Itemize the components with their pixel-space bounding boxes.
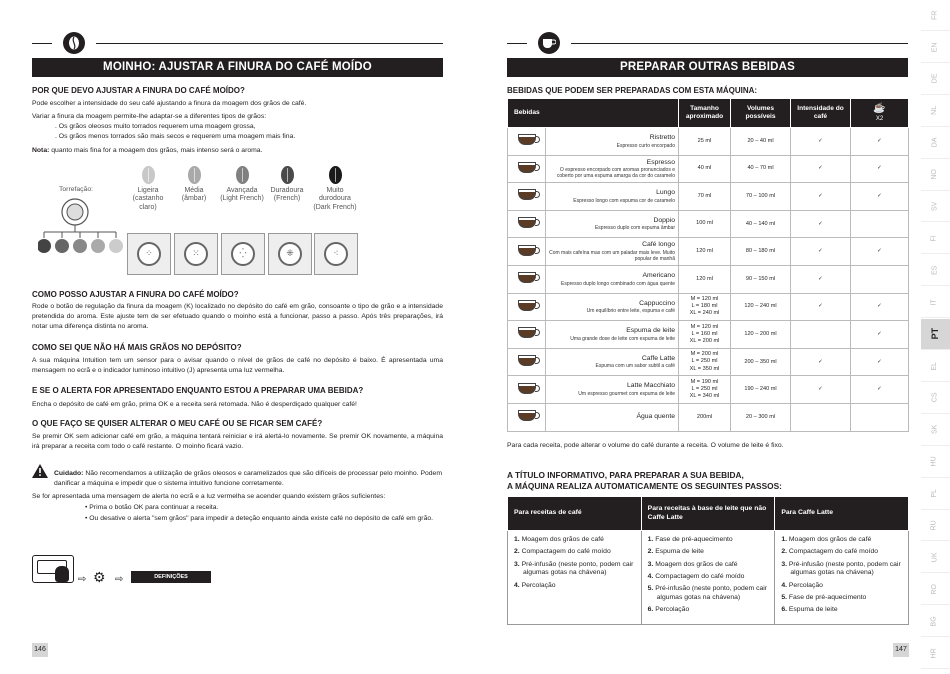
drink-row	[508, 238, 909, 266]
steps-heading-1: A TÍTULO INFORMATIVO, PARA PREPARAR A SUA BEBIDA,	[507, 470, 744, 480]
dark-bean-icon	[281, 166, 294, 184]
torrefacao-label: Torrefação:	[59, 186, 94, 193]
step-item: 5. Pré-infusão (neste ponto, podem cair algumas gotas na chávena)	[647, 585, 768, 602]
steps-latte-cell	[775, 531, 909, 625]
drink-x2: ✓	[851, 376, 909, 404]
steps-milk-cell	[641, 531, 775, 625]
step-item: 4. Percolação	[781, 581, 823, 589]
drink-intensity: ✓	[791, 183, 851, 211]
drink-name-cell	[546, 293, 679, 321]
alert-bullet1: • Prima o botão OK para continuar a receita.	[85, 504, 219, 511]
drink-row	[508, 348, 909, 376]
coffee-cup-icon	[508, 293, 546, 321]
language-tab-ru[interactable]: RU	[921, 510, 950, 541]
coffee-cup-icon	[508, 155, 546, 183]
drink-desc: Um equilíbrio entre leite, espuma e café	[586, 308, 675, 315]
drink-row	[508, 128, 909, 156]
drink-size: M = 120 ml L = 160 ml XL = 200 ml	[679, 321, 731, 349]
alert-p: Se for apresentada uma mensagem de alerta no ecrã e a luz vermelha se acender quando existem grãos suficientes:	[32, 493, 386, 500]
drink-name: Água quente	[636, 412, 675, 420]
drink-volumes: 80 – 180 ml	[731, 238, 791, 266]
language-tab-bg[interactable]: BG	[921, 606, 950, 637]
page-title: PREPARAR OUTRAS BEBIDAS	[507, 58, 908, 77]
drink-name: Doppio	[653, 216, 675, 224]
section1-p2: Variar a finura da moagem permite-lhe adaptar-se a diferentes tipos de grãos:	[32, 113, 267, 120]
steps-col-latte: Para Caffe Latte	[775, 497, 909, 531]
language-tab-no[interactable]: NO	[921, 160, 950, 191]
drink-name-cell	[546, 183, 679, 211]
drink-volumes: 90 – 150 ml	[731, 265, 791, 293]
drink-size: M = 190 ml L = 250 ml XL = 340 ml	[679, 376, 731, 404]
page-number-right: 147	[893, 643, 909, 657]
drink-intensity: ✓	[791, 210, 851, 238]
drink-intensity: ✓	[791, 238, 851, 266]
coffee-cup-icon	[508, 403, 546, 431]
steps-table	[507, 496, 909, 625]
note-text: quanto mais fina for a moagem dos grãos, mais intenso será o aroma.	[49, 147, 263, 154]
drink-intensity: ✓	[791, 376, 851, 404]
header-rule-left	[507, 43, 527, 44]
language-tab-fr[interactable]: FR	[921, 0, 950, 31]
coffee-cup-icon	[508, 238, 546, 266]
drink-name-cell	[546, 376, 679, 404]
caution-text: Cuidado: Não recomendamos a utilização de grãos oleosos e caramelizados que são difíceis de processar pelo moinho. Podem danificar a máquina e impedir que o sistema intuitivo funcione corretamente.	[54, 470, 442, 487]
language-tab-hr[interactable]: HR	[921, 638, 950, 669]
drink-name-cell	[546, 403, 679, 431]
step-item: 3. Pré-infusão (neste ponto, podem cair algumas gotas na chávena)	[781, 560, 901, 577]
drink-x2	[851, 265, 909, 293]
drink-volumes: 20 – 40 ml	[731, 128, 791, 156]
drink-name: Espuma de leite	[626, 327, 675, 335]
coffee-cup-icon	[508, 265, 546, 293]
grind-setting-1: ⁘	[127, 233, 171, 275]
drink-intensity: ✓	[791, 128, 851, 156]
drink-volumes: 70 – 100 ml	[731, 183, 791, 211]
steps-col-coffee: Para receitas de café	[508, 497, 642, 531]
drink-size: 100 ml	[679, 210, 731, 238]
section-heading-empty: COMO SEI QUE NÃO HÁ MAIS GRÃOS NO DEPÓSITO?	[32, 343, 242, 352]
section-heading-why: POR QUE DEVO AJUSTAR A FINURA DO CAFÉ MOÍDO?	[32, 86, 245, 95]
drink-desc: Espresso duplo longo combinado com água quente	[561, 280, 675, 287]
language-tab-nl[interactable]: NL	[921, 96, 950, 127]
drink-volumes: 190 – 240 ml	[731, 376, 791, 404]
drink-size: 120 ml	[679, 265, 731, 293]
section-heading-alert: E SE O ALERTA FOR APRESENTADO ENQUANTO ESTOU A PREPARAR UMA BEBIDA?	[32, 386, 364, 395]
drink-row	[508, 403, 909, 431]
drink-desc: Uma grande dose de leite com espuma de leite	[570, 335, 675, 342]
very-dark-bean-icon	[329, 166, 342, 184]
language-tab-en[interactable]: EN	[921, 32, 950, 63]
step-item: 3. Moagem dos grãos de café	[647, 560, 738, 568]
drink-row	[508, 376, 909, 404]
coffee-cup-icon	[508, 321, 546, 349]
drink-volumes: 20 – 300 ml	[731, 403, 791, 431]
step-item: 4. Percolação	[514, 581, 556, 589]
right-page	[475, 0, 950, 674]
roast-advanced: Avançada (Light French)	[214, 166, 270, 204]
drink-row	[508, 293, 909, 321]
drink-size: 25 ml	[679, 128, 731, 156]
language-tab-pl[interactable]: PL	[921, 479, 950, 510]
drink-desc: O espresso encorpado com aromas pronunciados e coberto por uma espuma amarga da cor do caramelo	[556, 167, 675, 180]
drink-x2: ✓	[851, 183, 909, 211]
drink-row	[508, 210, 909, 238]
advanced-bean-icon	[236, 166, 249, 184]
definicoes-button[interactable]: DEFINIÇÕES	[131, 571, 211, 583]
col-bebidas: Bebidas	[508, 99, 679, 128]
section1-note	[32, 146, 443, 156]
table-heading: BEBIDAS QUE PODEM SER PREPARADAS COM ESTA MÁQUINA:	[507, 86, 758, 95]
coffee-cup-icon	[508, 210, 546, 238]
section-heading-how: COMO POSSO AJUSTAR A FINURA DO CAFÉ MOÍDO?	[32, 290, 239, 299]
drink-name: Lungo	[656, 189, 675, 197]
drink-desc: Um espresso gourmet com espuma de leite	[578, 390, 675, 397]
drink-size: 40 ml	[679, 155, 731, 183]
section-heading-change: O QUE FAÇO SE QUISER ALTERAR O MEU CAFÉ OU SE FICAR SEM CAFÉ?	[32, 419, 323, 428]
drink-name-cell	[546, 265, 679, 293]
coffee-cup-icon	[508, 348, 546, 376]
header-rule-right	[571, 43, 908, 44]
light-bean-icon	[142, 166, 155, 184]
language-tabs	[921, 0, 950, 674]
roast-very-dark: Muito durodoura (Dark French)	[310, 166, 360, 212]
language-tab-da[interactable]: DA	[921, 128, 950, 159]
drink-volumes: 40 – 70 ml	[731, 155, 791, 183]
coffee-cup-icon	[508, 183, 546, 211]
drink-x2: ✓	[851, 128, 909, 156]
drink-intensity: ✓	[791, 155, 851, 183]
coffee-cup-icon	[538, 32, 560, 54]
double-cup-icon: ☕	[873, 103, 886, 114]
drink-name-cell	[546, 321, 679, 349]
grind-setting-5: ⁖	[314, 233, 358, 275]
language-tab-uk[interactable]: UK	[921, 542, 950, 573]
page-number-left: 146	[32, 643, 48, 657]
drink-desc: Espresso longo com espuma cor de caramelo	[573, 197, 675, 204]
drink-name-cell	[546, 238, 679, 266]
drink-x2: ✓	[851, 348, 909, 376]
drink-row	[508, 183, 909, 211]
language-tab-de[interactable]: DE	[921, 64, 950, 95]
drinks-table	[507, 98, 909, 432]
touch-screen-icon	[32, 555, 74, 583]
grind-setting-4: ⁜	[268, 233, 312, 275]
drink-name: Ristretto	[649, 134, 675, 142]
drink-x2	[851, 210, 909, 238]
steps-heading-2: A MÁQUINA REALIZA AUTOMATICAMENTE OS SEGUINTES PASSOS:	[507, 481, 782, 491]
language-tab-es[interactable]: ES	[921, 255, 950, 286]
drink-name: Latte Macchiato	[627, 382, 675, 390]
drink-size: 200ml	[679, 403, 731, 431]
step-item: 1. Fase de pré-aquecimento	[647, 536, 733, 543]
step-item: 5. Fase de pré-aquecimento	[781, 594, 867, 602]
coffee-cup-icon	[508, 128, 546, 156]
drink-name: Americano	[642, 272, 675, 280]
language-tab-el[interactable]: EL	[921, 351, 950, 382]
drink-volumes: 120 – 200 ml	[731, 321, 791, 349]
drink-volumes: 200 – 350 ml	[731, 348, 791, 376]
step-item: 2. Compactagem do café moído	[514, 548, 611, 556]
section1-bullet1: . Os grãos oleosos muito torrados requerem uma moagem grossa,	[55, 123, 256, 130]
roast-dark: Duradoura (French)	[266, 166, 308, 204]
language-tab-pt[interactable]: PT	[921, 319, 950, 350]
section3-p: A sua máquina Intuition tem um sensor para o avisar quando o nível de grãos de café no depósito é baixo. É apresentada uma mensagem no ecrã e o indicador luminoso intuitivo (J) apresenta uma luz vermelha.	[32, 357, 443, 374]
language-tab-hu[interactable]: HU	[921, 447, 950, 478]
header-rule-right	[96, 43, 443, 44]
drink-intensity	[791, 403, 851, 431]
drink-desc: Espresso duplo com espuma âmbar	[594, 225, 675, 232]
drink-intensity	[791, 321, 851, 349]
drink-desc: Com mais cafeína mas com um paladar mais leve. Muito popular de manhã	[549, 249, 675, 262]
drink-intensity: ✓	[791, 293, 851, 321]
drink-name: Caffe Latte	[641, 354, 675, 362]
col-volumes: Volumes possíveis	[731, 99, 791, 128]
language-tab-sk[interactable]: SK	[921, 415, 950, 446]
drink-x2: ✓	[851, 238, 909, 266]
section1-p1: Pode escolher a intensidade do seu café ajustando a finura da moagem dos grãos de café.	[32, 100, 307, 107]
language-tab-cs[interactable]: CS	[921, 383, 950, 414]
roast-medium: Média (âmbar)	[174, 166, 214, 204]
header-rule-left	[32, 43, 52, 44]
drink-intensity: ✓	[791, 265, 851, 293]
steps-coffee-cell	[508, 531, 642, 625]
note-label: Nota:	[32, 147, 50, 154]
table-note: Para cada receita, pode alterar o volume do café durante a receita. O volume de leite é fixo.	[507, 442, 784, 449]
section5-p: Se premir OK sem adicionar café em grão, a máquina tentará reiniciar e irá alertá-lo novamente. Se premir OK novamente, a máquina irá preparar a receita com todo o café restante. O moinho ficará vazio.	[32, 433, 443, 450]
warning-triangle-icon	[32, 464, 48, 478]
drink-name: Cappuccino	[639, 299, 675, 307]
step-item: 6. Espuma de leite	[781, 606, 838, 614]
roast-light: Ligeira (castanho claro)	[126, 166, 170, 212]
col-size: Tamanho aproximado	[679, 99, 731, 128]
coffee-bean-icon	[63, 32, 85, 54]
page-title: MOINHO: AJUSTAR A FINURA DO CAFÉ MOÍDO	[32, 58, 443, 77]
language-tab-sv[interactable]: SV	[921, 191, 950, 222]
step-item: 1. Moagem dos grãos de café	[514, 536, 604, 543]
medium-bean-icon	[188, 166, 201, 184]
grind-setting-3: ⁛	[221, 233, 265, 275]
drink-row	[508, 155, 909, 183]
step-item: 2. Espuma de leite	[647, 548, 704, 556]
drink-size: 120 ml	[679, 238, 731, 266]
step-item: 4. Compactagem do café moído	[647, 572, 745, 580]
drink-volumes: 40 – 140 ml	[731, 210, 791, 238]
language-tab-it[interactable]: IT	[921, 287, 950, 318]
step-item: 6. Percolação	[647, 606, 690, 614]
step-item: 3. Pré-infusão (neste ponto, podem cair algumas gotas na chávena)	[514, 560, 634, 577]
drink-desc: Espresso curto encorpado	[616, 142, 675, 149]
steps-col-milk: Para receitas à base de leite que não Caffe Latte	[641, 497, 775, 531]
drink-name: Espresso	[646, 158, 675, 166]
drink-intensity: ✓	[791, 348, 851, 376]
drink-name: Café longo	[642, 241, 675, 249]
grinder-diagram	[38, 196, 124, 256]
drink-size: M = 120 ml L = 180 ml XL = 240 ml	[679, 293, 731, 321]
step-item: 1. Moagem dos grãos de café	[781, 536, 872, 543]
arrow-right-icon: ⇨	[115, 574, 124, 585]
col-x2: ☕ X2	[851, 99, 909, 128]
coffee-cup-icon	[508, 376, 546, 404]
drink-name-cell	[546, 348, 679, 376]
drink-name-cell	[546, 128, 679, 156]
drink-size: M = 200 ml L = 250 ml XL = 350 ml	[679, 348, 731, 376]
section4-p: Encha o depósito de café em grão, prima OK e a receita será retomada. Não é desperdiçado qualquer café!	[32, 401, 357, 408]
language-tab-ro[interactable]: RO	[921, 574, 950, 605]
language-tab-fi[interactable]: FI	[921, 223, 950, 254]
gear-icon: ⚙	[93, 569, 106, 585]
drink-x2: ✓	[851, 321, 909, 349]
drink-x2: ✓	[851, 293, 909, 321]
section1-bullet2: . Os grãos menos torrados são mais secos e requerem uma moagem mais fina.	[55, 133, 296, 140]
drink-name-cell	[546, 210, 679, 238]
drink-volumes: 120 – 240 ml	[731, 293, 791, 321]
alert-bullet2: • Ou desative o alerta "sem grãos" para impedir a deteção enquanto ainda existe café no depósito de café em grão.	[85, 515, 434, 522]
arrow-right-icon: ⇨	[78, 574, 87, 585]
drink-row	[508, 265, 909, 293]
drink-name-cell	[546, 155, 679, 183]
drink-row	[508, 321, 909, 349]
grind-setting-2: ⁙	[174, 233, 218, 275]
step-item: 2. Compactagem do café moído	[781, 548, 879, 556]
drink-x2	[851, 403, 909, 431]
drink-desc: Espuma com um sabor subtil a café	[595, 363, 675, 370]
drink-size: 70 ml	[679, 183, 731, 211]
col-intensity: Intensidade do café	[791, 99, 851, 128]
drink-x2: ✓	[851, 155, 909, 183]
section2-p: Rode o botão de regulação da finura da moagem (K) localizado no depósito do café em grão, consoante o tipo de grão e a intensidade pretendida do aroma. Este ajuste tem de ser efetuado quando o moinho está a funcionar, passo a passo. Após três preparações, irá notar uma diferença distinta no aroma.	[32, 303, 443, 330]
